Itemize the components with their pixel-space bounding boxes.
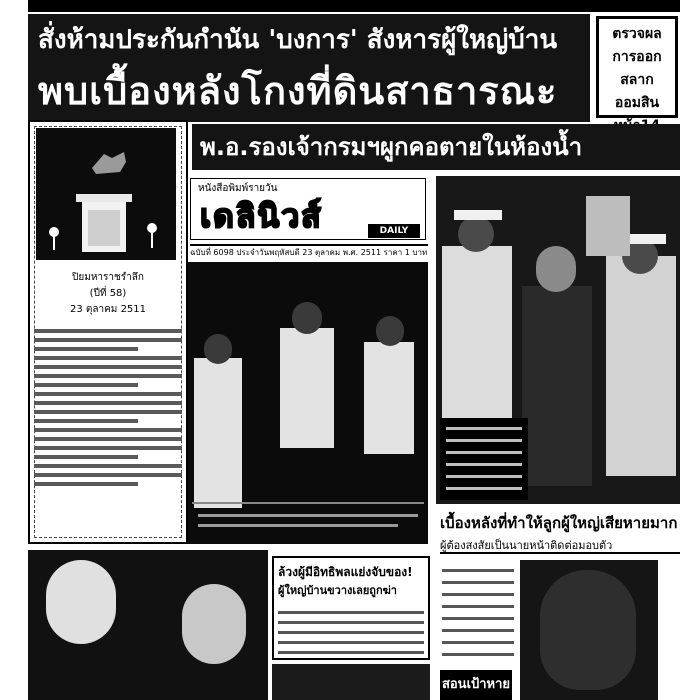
text-line [278,621,424,624]
text-line [278,611,424,614]
headline-line-1: สั่งห้ามประกันกำนัน 'บงการ' สังหารผู้ใหญ่บ้าน [38,25,558,55]
text-line [442,593,514,596]
text-line [278,641,424,644]
text-line [34,356,182,360]
person-figure [194,358,242,508]
text-line [34,365,182,369]
text-line [34,347,138,351]
text-line [34,482,138,486]
background-figure [586,196,630,256]
text-line [442,653,514,656]
secondary-headline: พ.อ.รองเจ้ากรมฯผูกคอตายในห้องน้ำ [192,124,680,170]
officer-figure [606,256,676,476]
suspect-head [536,246,576,292]
middle-story-body [278,604,424,656]
lower-story-subtitle: ผู้ต้องสงสัยเป็นนายหน้าติดต่อมอบตัว [440,538,680,554]
masthead-tagline: หนังสือพิมพ์รายวัน [198,183,278,194]
text-line [278,631,424,634]
lower-story-body [442,560,514,668]
equestrian-statue-icon [36,128,176,260]
caption-line [446,427,522,430]
column-heading-date: 23 ตุลาคม 2511 [69,304,147,315]
text-line [34,392,182,396]
person-head [204,334,232,364]
issue-date-strip: ฉบับที่ 6098 ประจำวันพฤหัสบดี 23 ตุลาคม พ.ศ. 2511 ราคา 1 บาท [190,244,428,258]
text-line [442,641,514,644]
suspect-figure [522,286,592,486]
column-body-text [34,324,182,504]
caption-line [446,451,522,454]
text-line [34,428,182,432]
text-line [34,473,182,477]
text-line [34,329,182,333]
text-line [34,455,138,459]
woman-face [46,560,116,644]
officer-figure [442,246,512,446]
text-line [34,338,182,342]
bottom-teaser: สอนเป้าหาย [440,670,512,700]
text-line [442,569,514,572]
lottery-line: ออมสิน [614,95,660,111]
lottery-line: ตรวจผล [612,26,662,42]
person-head [292,302,322,334]
monument-photo [36,128,176,260]
lottery-line: การออก [612,49,662,65]
column-heading-title: ปิยมหาราชรำลึก [72,272,144,283]
person-figure [364,342,414,454]
text-line [442,581,514,584]
mugshot-face [540,570,636,690]
text-line [34,419,138,423]
text-line [34,410,182,414]
top-rule [28,0,680,12]
main-news-photo [188,262,428,544]
text-line [34,464,182,468]
caption-line [198,524,398,527]
lower-story-title: เบื้องหลังที่ทำให้ลูกผู้ใหญ่เสียหายมาก [440,514,678,532]
middle-story-title: ล้วงผู้มีอิทธิพลแย่งจับของ! [278,565,413,579]
masthead-title: เดลินิวส์ [200,197,323,235]
column-heading-edition: (ปีที่ 58) [89,288,127,299]
lottery-results-box [596,16,678,118]
masthead-english: DAILY NEWS [368,224,420,238]
text-line [34,401,182,405]
text-line [442,629,514,632]
caption-line [446,487,522,490]
caption-line [446,439,522,442]
caption-line [198,514,418,517]
text-line [34,374,182,378]
arrest-photo-caption [440,418,528,500]
text-line [34,383,138,387]
bottom-middle-photo [272,664,430,700]
caption-line [446,463,522,466]
text-line [442,605,514,608]
lottery-line: สลาก [620,72,654,88]
text-line [34,446,182,450]
headline-line-2: พบเบื้องหลังโกงที่ดินสาธารณะ [38,69,558,113]
column-heading [34,270,182,322]
middle-story-subtitle: ผู้ใหญ่บ้านขวางเลยถูกฆ่า [278,584,397,597]
text-line [442,617,514,620]
column-signature [34,506,182,540]
text-line [278,651,424,654]
officer-cap [454,210,502,220]
man-face [182,584,246,664]
officer-head [458,216,494,252]
person-figure [280,328,334,448]
text-line [34,437,182,441]
caption-rule [192,502,424,504]
caption-line [446,475,522,478]
person-head [376,316,404,346]
